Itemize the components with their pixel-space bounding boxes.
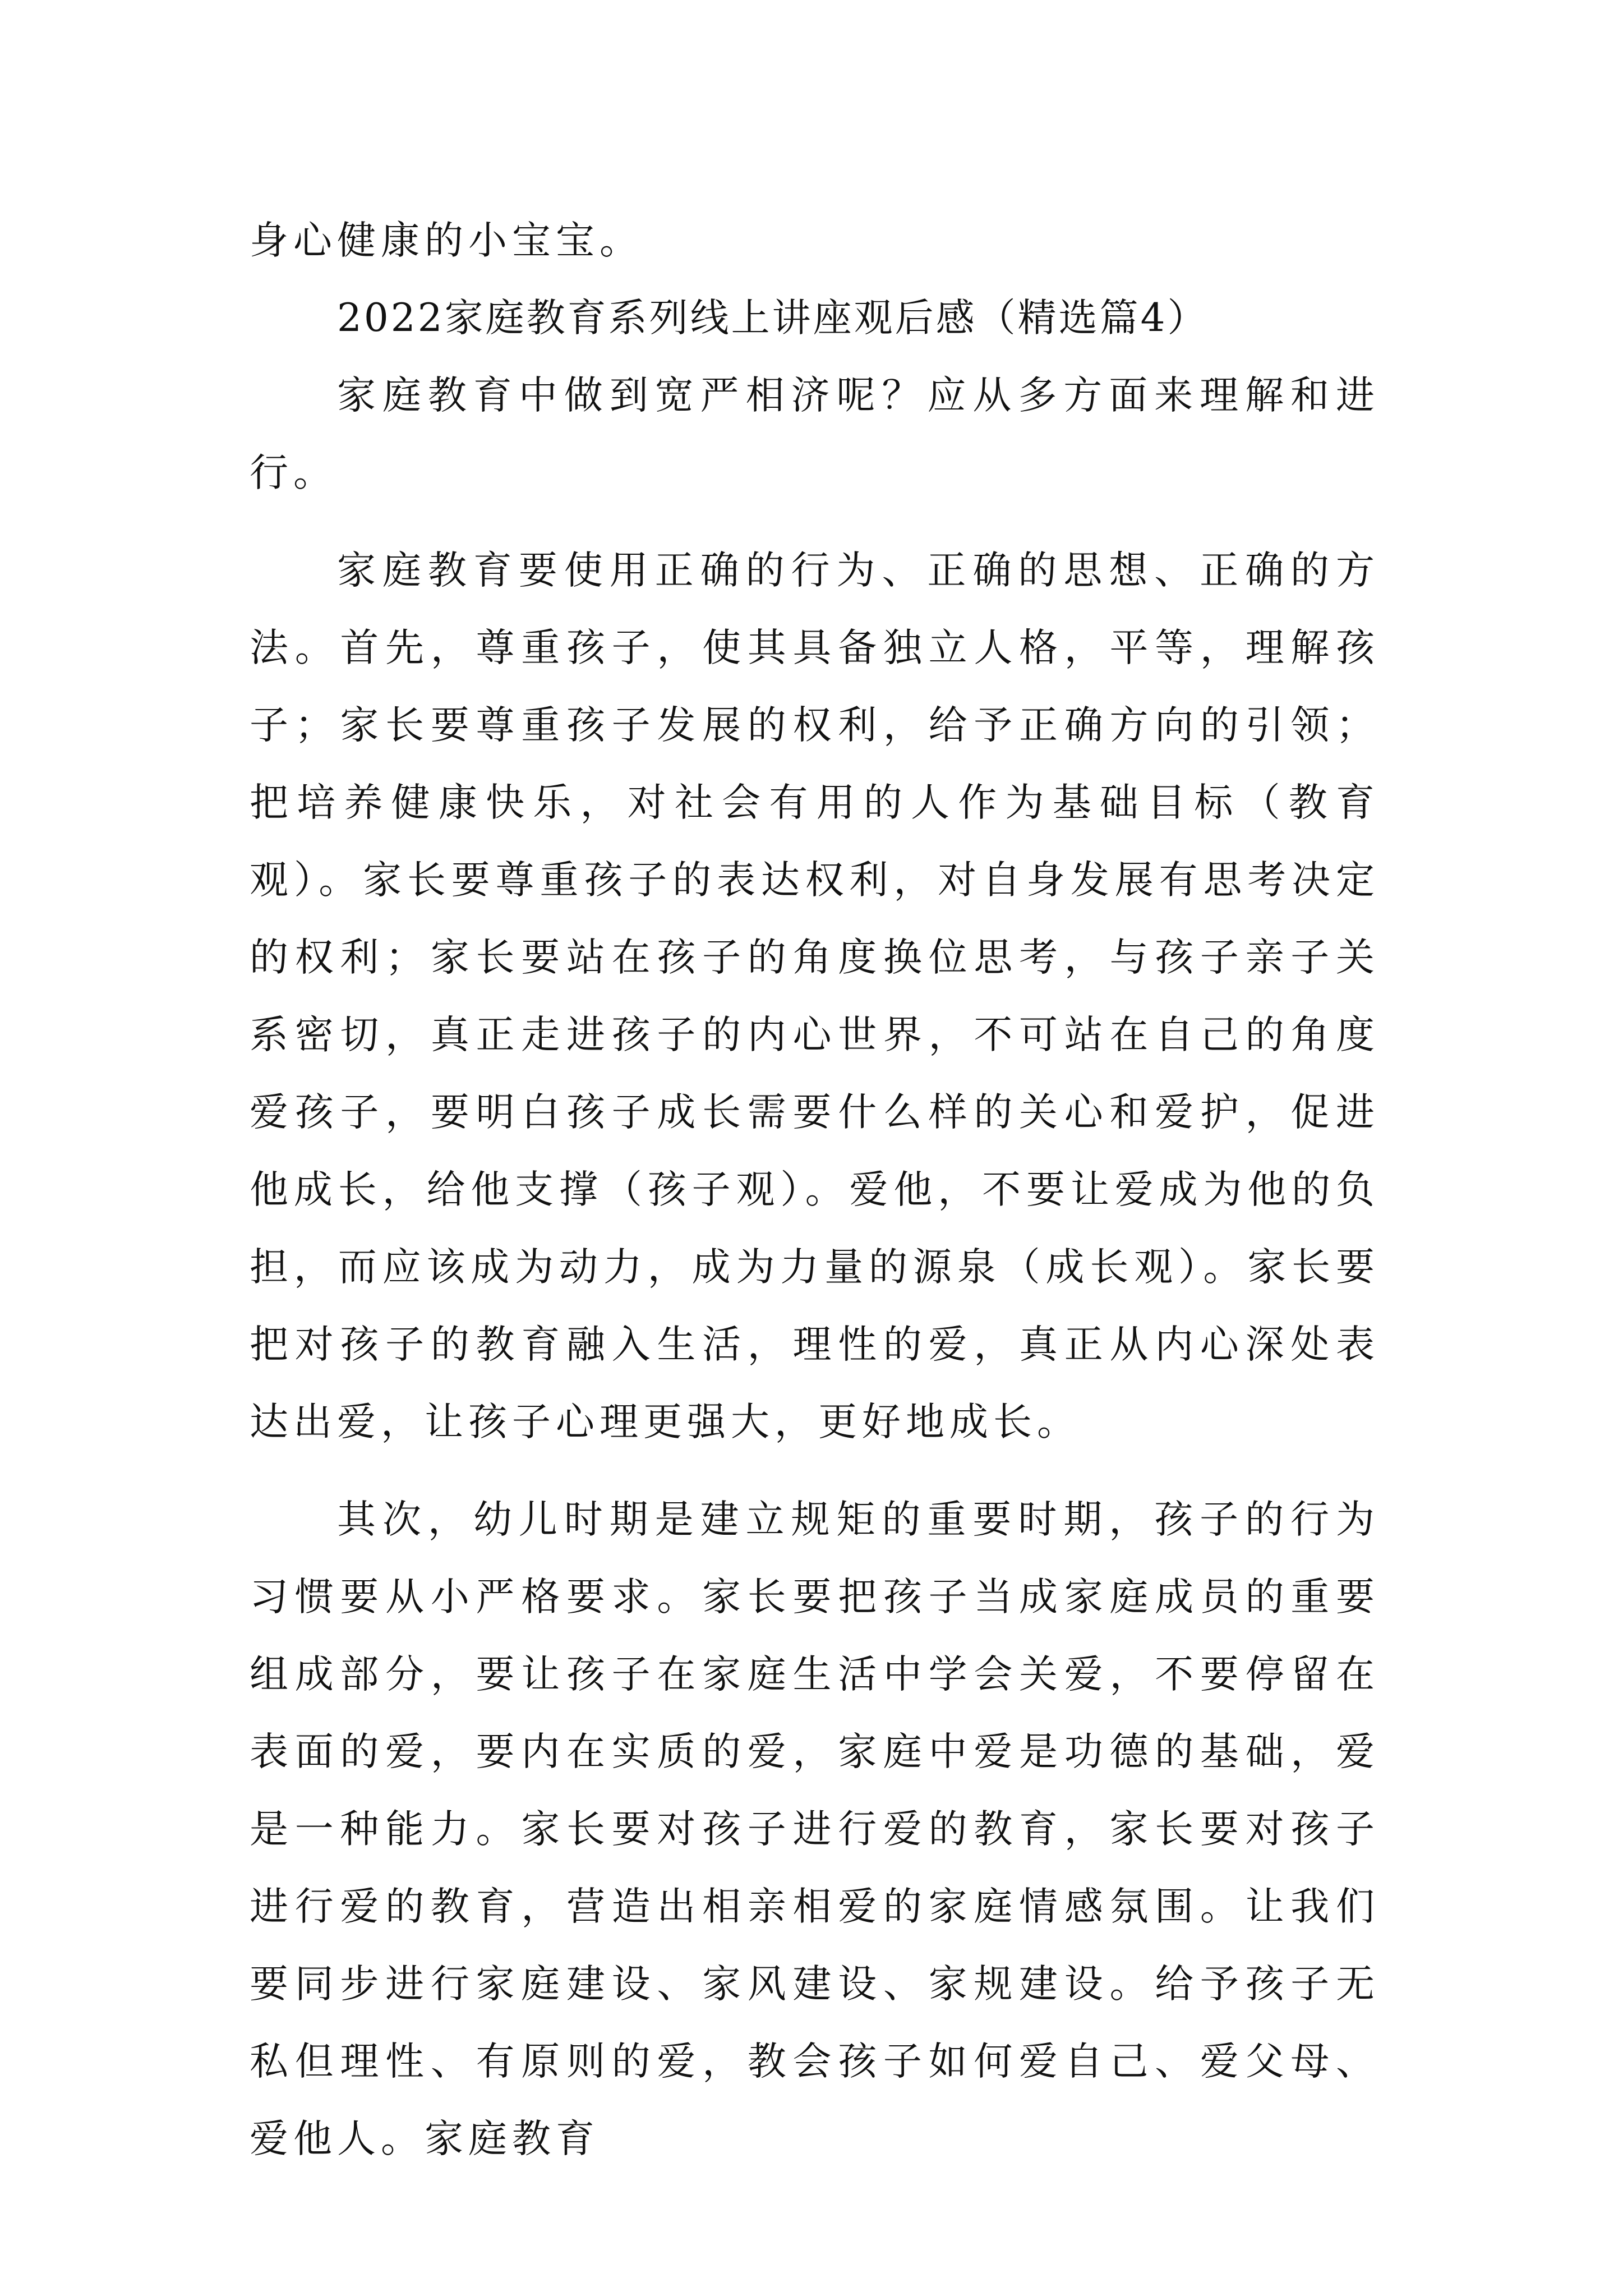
section-heading: 2022家庭教育系列线上讲座观后感（精选篇4） bbox=[337, 296, 1209, 341]
paragraph-intro: 家庭教育中做到宽严相济呢？应从多方面来理解和进行。 bbox=[250, 373, 1380, 495]
paragraph-methods: 家庭教育要使用正确的行为、正确的思想、正确的方法。首先，尊重孩子，使其具备独立人格，平等，理解孩子；家长要尊重孩子发展的权利，给予正确方向的引领；把培养健康快乐，对社会有用的人作为基础目标（教育观）。家长要尊重孩子的表达权利，对自身发展有思考决定的权利；家长要站在孩子的角度换位思考，与孩子亲子关系密切，真正走进孩子的内心世界，不可站在自己的角度爱孩子，要明白孩子成长需要什么样的关心和爱护，促进他成长，给他支撑（孩子观）。爱他，不要让爱成为他的负担，而应该成为动力，成为力量的源泉（成长观）。家长要把对孩子的教育融入生活，理性的爱，真正从内心深处表达出爱，让孩子心理更强大，更好地成长。 bbox=[250, 548, 1380, 1444]
document-body bbox=[250, 202, 1380, 2178]
paragraph-continuation: 身心健康的小宝宝。 bbox=[250, 218, 643, 263]
paragraph-rules: 其次，幼儿时期是建立规矩的重要时期，孩子的行为习惯要从小严格要求。家长要把孩子当成家庭成员的重要组成部分，要让孩子在家庭生活中学会关爱，不要停留在表面的爱，要内在实质的爱，家庭中爱是功德的基础，爱是一种能力。家长要对孩子进行爱的教育，家长要对孩子进行爱的教育，营造出相亲相爱的家庭情感氛围。让我们要同步进行家庭建设、家风建设、家规建设。给予孩子无私但理性、有原则的爱，教会孩子如何爱自己、爱父母、爱他人。家庭教育 bbox=[250, 1497, 1380, 2161]
